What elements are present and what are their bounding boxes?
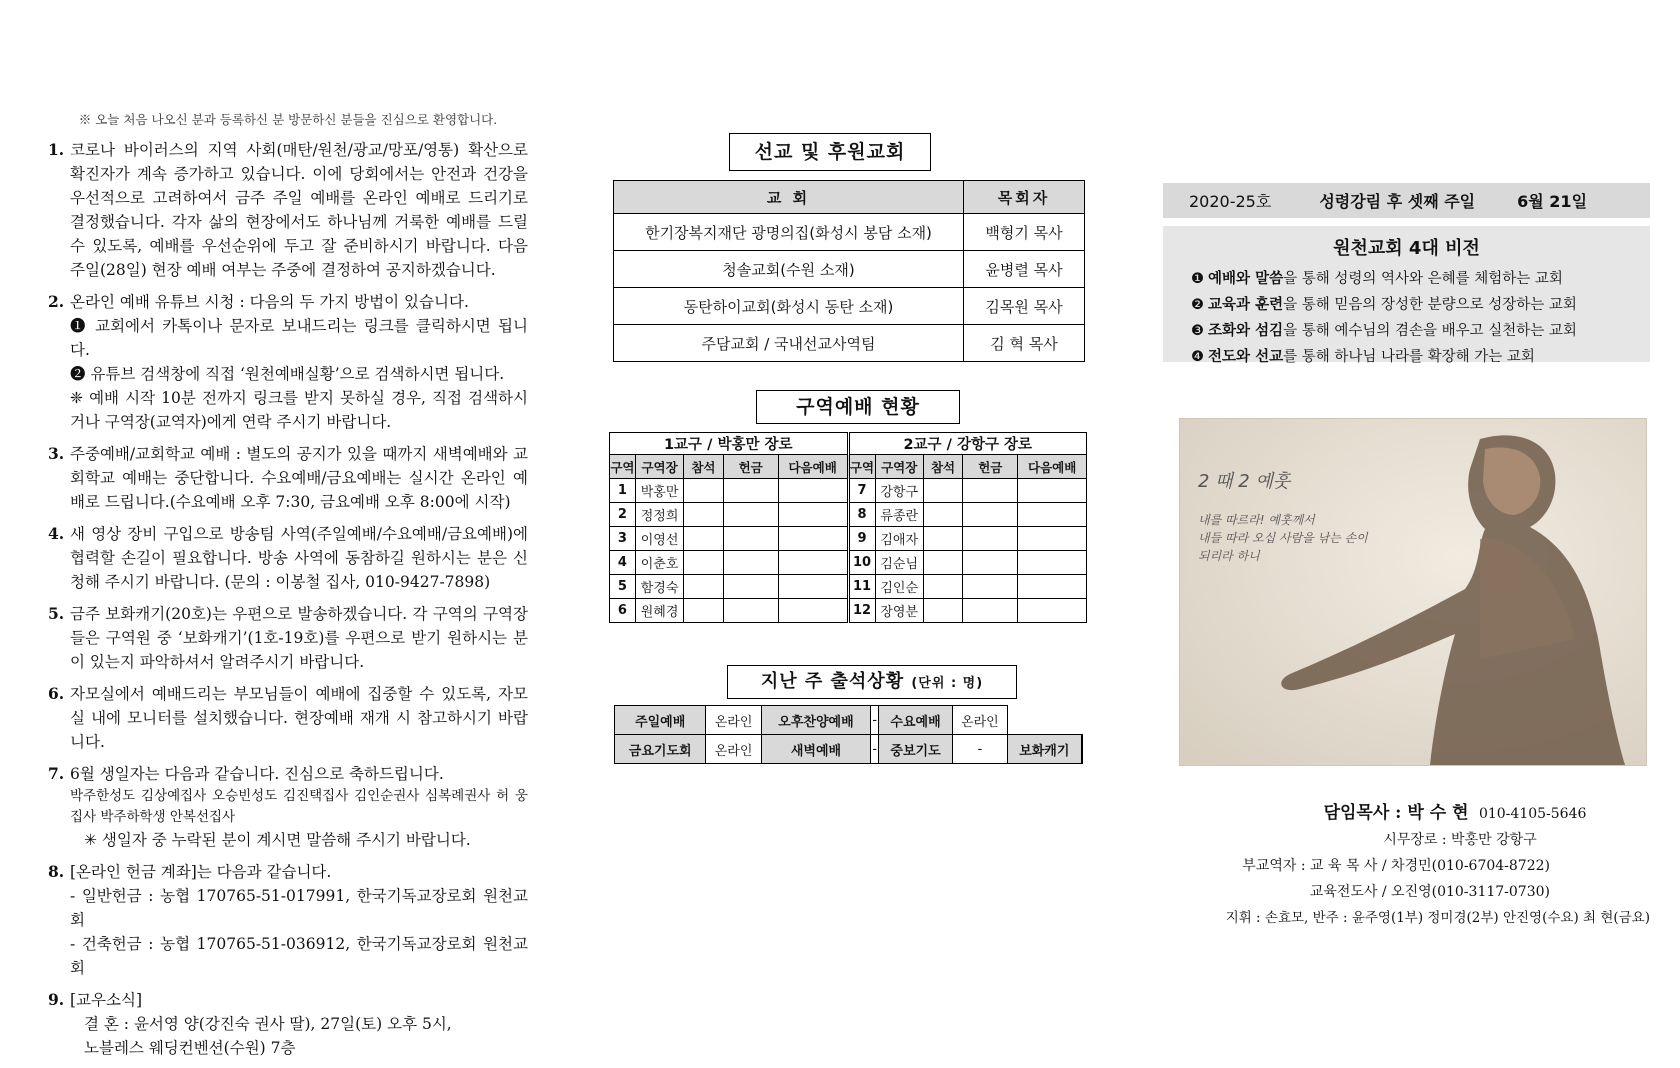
group-number: 3 [610, 527, 636, 551]
group-empty-cell [923, 503, 962, 527]
group-empty-cell [923, 551, 962, 575]
announcement-number: 7. [48, 764, 65, 783]
announcement-number: 5. [48, 604, 65, 623]
group-empty-cell [923, 575, 962, 599]
group-empty-cell [963, 551, 1018, 575]
announcement-item [48, 860, 528, 980]
mission-church: 주담교회 / 국내선교사역팀 [614, 325, 964, 362]
mission-row [614, 288, 1085, 325]
parish2-header: 2교구 / 강항구 장로 [848, 433, 1087, 455]
group-number: 6 [610, 599, 636, 623]
announcement-subitem: 결 혼 : 윤서영 양(강진숙 권사 딸), 27일(토) 오후 5시, [84, 1015, 452, 1033]
group-col-header: 다음예배 [778, 455, 848, 479]
announcement-number: 8. [48, 862, 65, 881]
mission-pastor: 김목원 목사 [964, 288, 1085, 325]
group-leader: 김인순 [875, 575, 923, 599]
group-leader: 함경숙 [635, 575, 683, 599]
group-col-header: 구역 [848, 455, 875, 479]
group-empty-cell [923, 527, 962, 551]
announcements-column [48, 110, 528, 1068]
announcement-text: [교우소식] [70, 991, 142, 1009]
music-staff: 지휘 : 손효모, 반주 : 윤주영(1부) 정미경(2부) 안진영(수요) 최 현(금요) [1225, 910, 1650, 926]
group-col-header: 구역 [610, 455, 636, 479]
group-empty-cell [723, 479, 778, 503]
group-empty-cell [723, 527, 778, 551]
elders: 시무장로 : 박홍만 강항구 [1383, 832, 1537, 848]
group-leader: 장영분 [875, 599, 923, 623]
vision-key: 조화와 섬김 [1208, 323, 1284, 339]
attendance-value: 온라인 [706, 735, 761, 764]
attendance-label: 새벽예배 [761, 735, 870, 764]
vision-mark: ❹ [1191, 349, 1204, 365]
attendance-value: - [871, 706, 879, 735]
vision-key: 예배와 말씀 [1208, 271, 1284, 287]
announcement-subitem: ❷ 유튜브 검색창에 직접 ‘원천예배실황’으로 검색하시면 됩니다. [70, 365, 505, 383]
attendance-value: 온라인 [706, 706, 761, 735]
sunday-title: 성령강림 후 셋째 주일 [1319, 192, 1476, 211]
announcement-text: 금주 보화캐기(20호)는 우편으로 발송하겠습니다. 각 구역의 구역장들은 구역원 중 ‘보화캐기’(1호-19호)를 우편으로 받기 원하시는 분이 있는지 파악하셔서 알려주시기 바랍니다. [70, 605, 528, 671]
group-row [610, 599, 1087, 623]
announcement-item [48, 290, 528, 434]
birthday-note: ✳ 생일자 중 누락된 분이 계시면 말씀해 주시기 바랍니다. [84, 831, 471, 849]
mission-pastor: 백형기 목사 [964, 214, 1085, 251]
announcement-subitem: ❈ 예배 시작 10분 전까지 링크를 받지 못하실 경우, 직접 검색하시거나 구역장(교역자)에게 연락 주시기 바랍니다. [70, 389, 528, 431]
group-empty-cell [963, 479, 1018, 503]
pastor-phone: 010-4105-5646 [1478, 806, 1587, 822]
group-col-header: 헌금 [963, 455, 1018, 479]
group-number: 5 [610, 575, 636, 599]
group-number: 10 [848, 551, 875, 575]
vision-mark: ❷ [1191, 297, 1204, 313]
group-empty-cell [723, 599, 778, 623]
group-number: 12 [848, 599, 875, 623]
group-empty-cell [684, 551, 723, 575]
group-empty-cell [684, 479, 723, 503]
group-number: 2 [610, 503, 636, 527]
group-empty-cell [1018, 551, 1087, 575]
group-leader: 김순님 [875, 551, 923, 575]
announcement-text: 자모실에서 예배드리는 부모님들이 예배에 집중할 수 있도록, 자모실 내에 모니터를 설치했습니다. 현장예배 재개 시 참고하시기 바랍니다. [70, 685, 528, 751]
staff-list [1160, 800, 1650, 931]
attendance-label: 오후찬양예배 [761, 706, 870, 735]
group-empty-cell [723, 551, 778, 575]
vision-key: 교육과 훈련 [1208, 297, 1284, 313]
announcement-item [48, 602, 528, 674]
group-empty-cell [963, 503, 1018, 527]
welcome-note: ※ 오늘 처음 나오신 분과 등록하신 분 방문하신 분들을 진심으로 환영합니다. [78, 112, 498, 127]
group-leader: 정정희 [635, 503, 683, 527]
group-leader: 강항구 [875, 479, 923, 503]
group-row [610, 479, 1087, 503]
announcement-item [48, 762, 528, 852]
announcement-subitem: - 건축헌금 : 농협 170765-51-036912, 한국기독교장로회 원천교회 [70, 935, 528, 977]
announcement-text: 6월 생일자는 다음과 같습니다. 진심으로 축하드립니다. [70, 765, 444, 783]
group-empty-cell [684, 575, 723, 599]
group-empty-cell [923, 479, 962, 503]
announcement-list [48, 138, 528, 1060]
announcement-subitem: ❶ 교회에서 카톡이나 문자로 보내드리는 링크를 클릭하시면 됩니다. [70, 317, 528, 359]
group-col-header: 구역장 [635, 455, 683, 479]
mission-church: 한기장복지재단 광명의집(화성시 봉담 소재) [614, 214, 964, 251]
announcement-number: 3. [48, 444, 65, 463]
pastor-name: 박 수 현 [1407, 803, 1469, 823]
announcement-item [48, 682, 528, 754]
mission-row [614, 214, 1085, 251]
vision-title: 원천교회 4대 비전 [1333, 238, 1480, 259]
group-empty-cell [778, 551, 848, 575]
mission-table [613, 180, 1085, 362]
group-number: 11 [848, 575, 875, 599]
mission-row [614, 251, 1085, 288]
group-empty-cell [684, 527, 723, 551]
announcement-text: 온라인 예배 유튜브 시청 : 다음의 두 가지 방법이 있습니다. [70, 293, 469, 311]
group-empty-cell [778, 575, 848, 599]
announcement-item [48, 442, 528, 514]
mission-title: 선교 및 후원교회 [729, 133, 931, 171]
vision-item [1163, 318, 1650, 344]
announcement-number: 2. [48, 292, 65, 311]
group-leader: 이영선 [635, 527, 683, 551]
attendance-value: - [952, 735, 1007, 764]
group-col-header: 참석 [684, 455, 723, 479]
vision-mark: ❶ [1191, 271, 1204, 287]
art-caption-line2: 내들 따라 오십 사람을 낚는 손이 [1198, 531, 1368, 545]
group-empty-cell [684, 503, 723, 527]
group-empty-cell [684, 599, 723, 623]
vision-mark: ❸ [1191, 323, 1204, 339]
group-empty-cell [923, 599, 962, 623]
announcement-number: 4. [48, 524, 65, 543]
group-number: 7 [848, 479, 875, 503]
vision-rest: 을 통해 성령의 역사와 은혜를 체험하는 교회 [1283, 271, 1563, 287]
group-row [610, 503, 1087, 527]
week-banner [1163, 183, 1650, 218]
group-empty-cell [778, 479, 848, 503]
group-empty-cell [1018, 503, 1087, 527]
announcement-number: 9. [48, 990, 65, 1009]
vision-box [1163, 226, 1650, 365]
group-empty-cell [723, 503, 778, 527]
announcement-subitem: 노블레스 웨딩컨벤션(수원) 7층 [84, 1039, 296, 1057]
attendance-title-text: 지난 주 출석상황 [760, 671, 905, 692]
vision-rest: 을 통해 예수님의 겸손을 배우고 실천하는 교회 [1283, 323, 1577, 339]
vision-key: 전도와 선교 [1208, 349, 1284, 365]
announcement-text: [온라인 헌금 계좌]는 다음과 같습니다. [70, 863, 332, 881]
group-empty-cell [963, 599, 1018, 623]
announcement-item [48, 138, 528, 282]
attendance-row [615, 706, 1083, 735]
vision-rest: 를 통해 하나님 나라를 확장해 가는 교회 [1283, 349, 1535, 365]
mission-pastor: 김 혁 목사 [964, 325, 1085, 362]
mission-row [614, 325, 1085, 362]
group-empty-cell [963, 575, 1018, 599]
announcement-item [48, 988, 528, 1060]
group-leader: 원혜경 [635, 599, 683, 623]
issue-number: 2020-25호 [1189, 192, 1272, 211]
attendance-label: 금요기도회 [615, 735, 706, 764]
group-col-header: 헌금 [723, 455, 778, 479]
group-empty-cell [778, 599, 848, 623]
announcement-text: 코로나 바이러스의 지역 사회(매탄/원천/광교/망포/영통) 확산으로 확진자가 계속 증가하고 있습니다. 이에 당회에서는 안전과 건강을 우선적으로 고려하여서 금주 주일 예배를 온라인 예배로 드리기로 결정했습니다. 각자 삶의 현장에서도 하나님께 거룩한 예배를 드릴 수 있도록, 예배를 우선순위에 두고 잘 준비하시기 바랍니다. 다음 주일(28일) 현장 예배 여부는 주중에 결정하여 공지하겠습니다. [70, 141, 528, 279]
group-number: 1 [610, 479, 636, 503]
announcement-text: 주중예배/교회학교 예배 : 별도의 공지가 있을 때까지 새벽예배와 교회학교 예배는 중단합니다. 수요예배/금요예배는 실시간 온라인 예배로 드립니다.(수요예배 오후 7:30, 금요예배 오후 8:00에 시작) [70, 445, 528, 511]
art-caption-title: 2 때 2 예훗 [1198, 471, 1291, 492]
mission-church: 청솔교회(수원 소재) [614, 251, 964, 288]
education-evangelist: 교육전도사 / 오진영(010-3117-0730) [1309, 884, 1550, 900]
date: 6월 21일 [1517, 192, 1588, 211]
attendance-value [1081, 735, 1083, 764]
group-empty-cell [1018, 527, 1087, 551]
group-number: 9 [848, 527, 875, 551]
group-empty-cell [1018, 575, 1087, 599]
announcement-item [48, 522, 528, 594]
attendance-label: 주일예배 [615, 706, 706, 735]
announcement-text: 새 영상 장비 구입으로 방송팀 사역(주일예배/수요예배/금요예배)에 협력할 손길이 필요합니다. 방송 사역에 동참하길 원하시는 분은 신청해 주시기 바랍니다. (문의 : 이봉철 집사, 010-9427-7898) [70, 525, 528, 591]
attendance-title [727, 665, 1017, 699]
group-empty-cell [963, 527, 1018, 551]
art-caption-line3: 되리라 하니 [1198, 549, 1260, 563]
associate-pastor: 부교역자 : 교 육 목 사 / 차경민(010-6704-8722) [1242, 858, 1550, 874]
group-row [610, 527, 1087, 551]
vision-item [1163, 292, 1650, 318]
group-row [610, 575, 1087, 599]
pastor-label: 담임목사 : [1323, 803, 1408, 823]
group-empty-cell [778, 527, 848, 551]
groups-table [609, 432, 1087, 623]
jesus-artwork [1179, 418, 1647, 766]
attendance-value: - [871, 735, 879, 764]
vision-item [1163, 266, 1650, 292]
col-pastor: 목회자 [964, 181, 1085, 214]
attendance-table [614, 705, 1083, 764]
group-col-header: 구역장 [875, 455, 923, 479]
groups-title: 구역예배 현황 [756, 390, 960, 424]
group-leader: 김애자 [875, 527, 923, 551]
vision-rest: 을 통해 믿음의 장성한 분량으로 성장하는 교회 [1283, 297, 1577, 313]
mission-church: 동탄하이교회(화성시 동탄 소재) [614, 288, 964, 325]
announcement-number: 1. [48, 140, 65, 159]
mission-pastor: 윤병렬 목사 [964, 251, 1085, 288]
attendance-label: 수요예배 [879, 706, 952, 735]
group-leader: 이춘호 [635, 551, 683, 575]
group-col-header: 다음예배 [1018, 455, 1087, 479]
vision-item [1163, 344, 1650, 370]
attendance-row [615, 735, 1083, 764]
group-col-header: 참석 [923, 455, 962, 479]
group-leader: 류종란 [875, 503, 923, 527]
group-empty-cell [1018, 599, 1087, 623]
group-empty-cell [778, 503, 848, 527]
senior-pastor [1160, 800, 1650, 827]
announcement-number: 6. [48, 684, 65, 703]
group-row [610, 551, 1087, 575]
group-number: 8 [848, 503, 875, 527]
group-empty-cell [723, 575, 778, 599]
attendance-unit: (단위 : 명) [911, 676, 984, 691]
attendance-label: 중보기도 [879, 735, 952, 764]
attendance-value: 온라인 [952, 706, 1007, 735]
announcement-subitem: - 일반헌금 : 농협 170765-51-017991, 한국기독교장로회 원천교회 [70, 887, 528, 929]
group-leader: 박홍만 [635, 479, 683, 503]
group-empty-cell [1018, 479, 1087, 503]
group-number: 4 [610, 551, 636, 575]
parish1-header: 1교구 / 박홍만 장로 [610, 433, 849, 455]
col-church: 교 회 [614, 181, 964, 214]
art-caption-line1: 내를 따르라! 예훗께서 [1198, 513, 1315, 527]
attendance-label: 보화캐기 [1008, 735, 1081, 764]
birthday-names: 박주한성도 김상예집사 오승빈성도 김진택집사 김인순권사 심복례권사 허 웅집사 박주하학생 안복선집사 [70, 788, 528, 825]
